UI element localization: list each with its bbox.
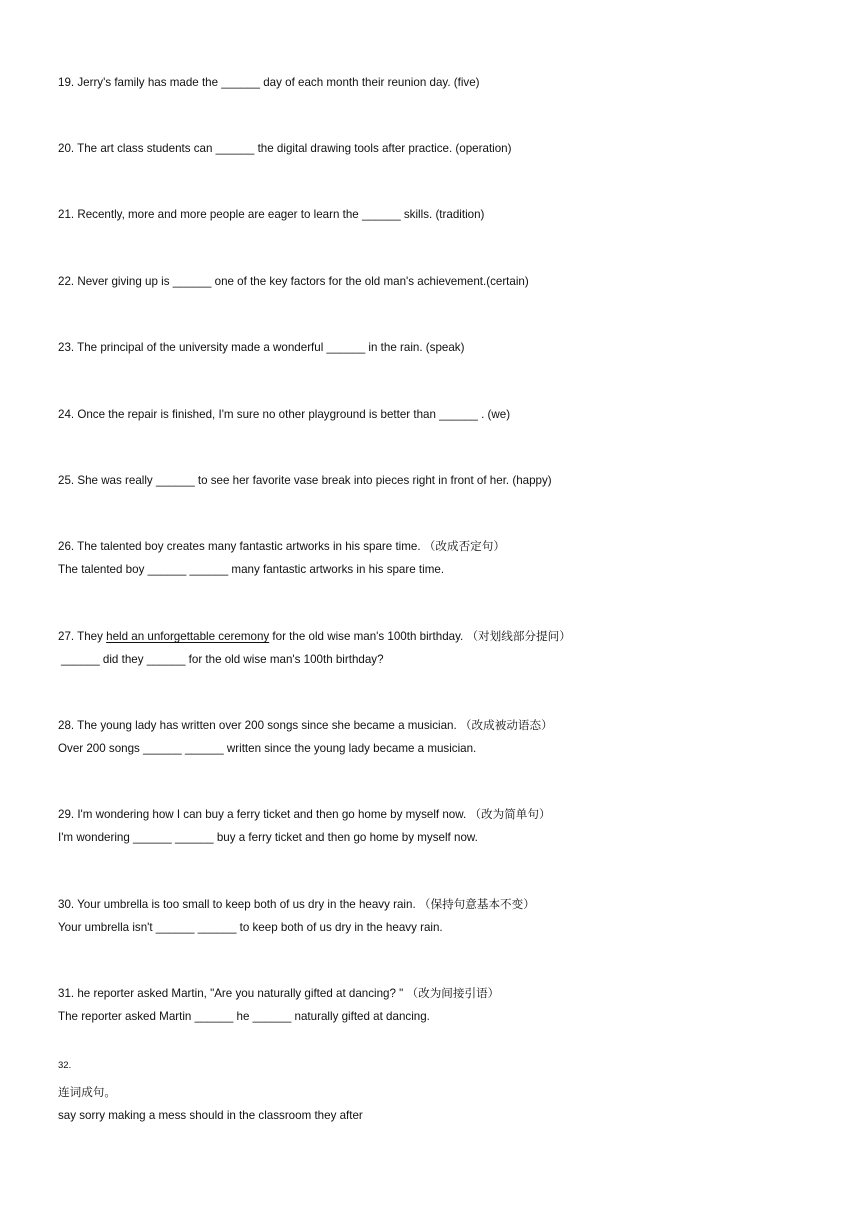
question-32-words: say sorry making a mess should in the classroom they after	[58, 1109, 363, 1122]
question-27-underlined-part: held an unforgettable ceremony	[106, 630, 270, 643]
question-22: 22. Never giving up is ______ one of the key factors for the old man's achievement.(certain)	[58, 275, 529, 288]
question-27-answer: ______ did they ______ for the old wise man's 100th birthday?	[61, 653, 384, 666]
question-31-answer: The reporter asked Martin ______ he ______ naturally gifted at dancing.	[58, 1010, 430, 1023]
question-24: 24. Once the repair is finished, I'm sure no other playground is better than ______ . (we)	[58, 408, 511, 421]
question-28-answer: Over 200 songs ______ ______ written since the young lady became a musician.	[58, 742, 477, 755]
question-26-prompt: 26. The talented boy creates many fantastic artworks in his spare time. （改成否定句）	[58, 540, 505, 553]
question-21: 21. Recently, more and more people are eager to learn the ______ skills. (tradition)	[58, 208, 485, 221]
question-29-answer: I'm wondering ______ ______ buy a ferry ticket and then go home by myself now.	[58, 831, 478, 844]
question-20: 20. The art class students can ______ the digital drawing tools after practice. (operation)	[58, 142, 512, 155]
question-28-prompt: 28. The young lady has written over 200 songs since she became a musician. （改成被动语态）	[58, 719, 553, 732]
question-25: 25. She was really ______ to see her favorite vase break into pieces right in front of her. (happy)	[58, 474, 552, 487]
question-29-prompt: 29. I'm wondering how I can buy a ferry ticket and then go home by myself now. （改为简单句）	[58, 808, 551, 821]
question-30-answer: Your umbrella isn't ______ ______ to keep both of us dry in the heavy rain.	[58, 921, 443, 934]
question-23: 23. The principal of the university made a wonderful ______ in the rain. (speak)	[58, 341, 465, 354]
question-32-number: 32.	[58, 1060, 72, 1071]
question-27-prompt	[58, 629, 571, 645]
question-27-prefix: 27. They	[58, 630, 107, 643]
question-27-suffix: for the old wise man's 100th birthday. （对划线部分提问）	[269, 630, 571, 643]
question-30-prompt: 30. Your umbrella is too small to keep both of us dry in the heavy rain. （保持句意基本不变）	[58, 898, 535, 911]
question-32-instruction: 连词成句。	[58, 1086, 116, 1099]
question-31-prompt: 31. he reporter asked Martin, "Are you naturally gifted at dancing? " （改为间接引语）	[58, 987, 500, 1000]
question-26-answer: The talented boy ______ ______ many fantastic artworks in his spare time.	[58, 563, 445, 576]
question-19: 19. Jerry's family has made the ______ day of each month their reunion day. (five)	[58, 76, 480, 89]
